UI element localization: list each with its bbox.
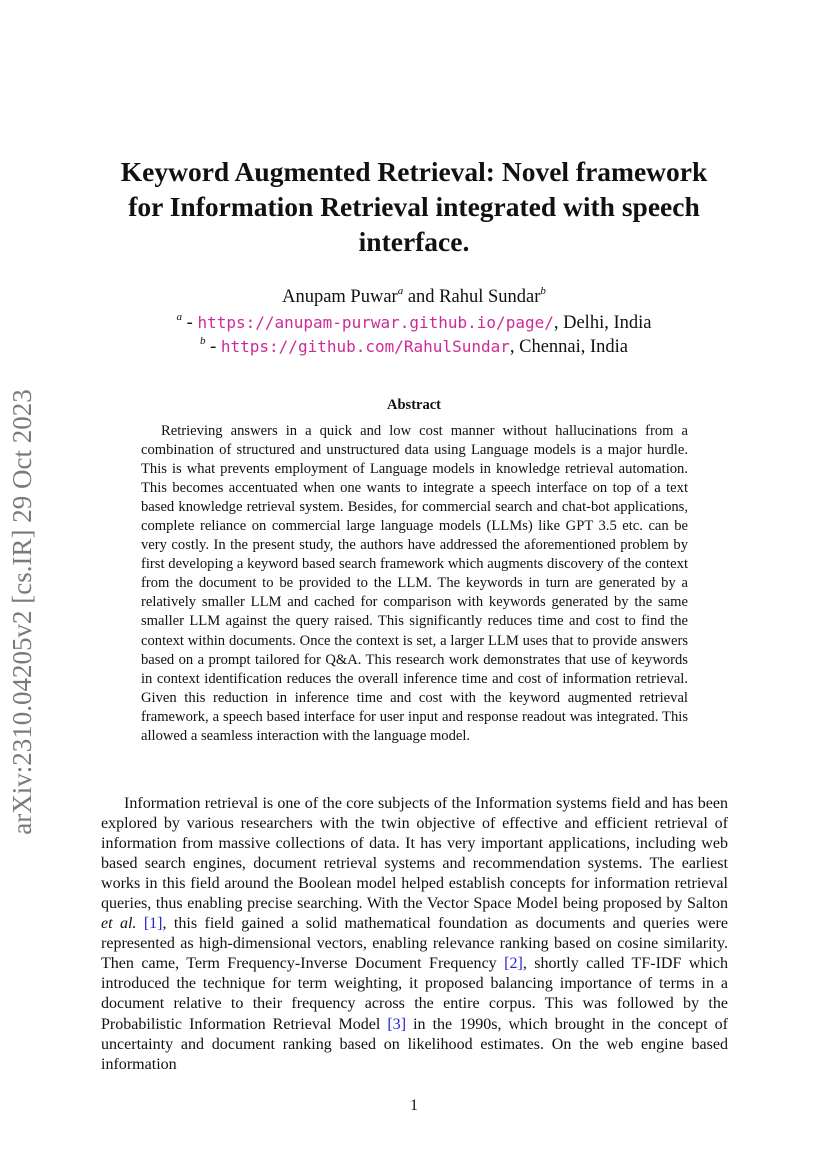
affiliation-superscript: b (199, 335, 206, 347)
author-superscript: a (397, 285, 404, 297)
paragraph-text: Information retrieval is one of the core subjects of the Information systems field and has been explored by various researchers with the twin objective of effective and efficient retrieval of information from massive collections of data. It has very important applications, including web based search engines, document retrieval systems and recommendation systems. The earliest works in this field around the Boolean model helped establish concepts for information retrieval queries, thus enabling precise searching. With the Vector Space Model being proposed by Salton (101, 795, 728, 913)
affiliation-dash: - (182, 313, 198, 333)
author-name: Anupam Puwar (282, 287, 398, 307)
affiliation-link[interactable]: https://github.com/RahulSundar (220, 337, 510, 356)
page-number: 1 (410, 1097, 418, 1114)
paragraph-text-italic: et al. (101, 915, 137, 933)
paragraph-text: in the 1990s, which brought in the concept of uncertainty and document ranking based on likelihood estimates. On the web engine based information (101, 1015, 728, 1073)
paragraph-text: , shortly called TF-IDF which introduced the technique for term weighting, it proposed balancing importance of terms in a document relative to their frequency across the entire corpus. This was followed by the Probabilistic Information Retrieval Model (101, 955, 728, 1033)
affiliation-link[interactable]: https://anupam-purwar.github.io/page/ (197, 313, 554, 332)
affiliation-line (100, 334, 728, 360)
affiliation-line (100, 310, 728, 336)
affiliation-superscript: a (176, 311, 183, 323)
paper-title: Keyword Augmented Retrieval: Novel framework for Information Retrieval integrated with speech interface. (120, 156, 708, 257)
citation-link[interactable]: [3] (387, 1015, 407, 1033)
citation-link[interactable]: [2] (504, 955, 523, 973)
citation-link[interactable]: [1] (143, 915, 163, 933)
affiliation-location: , Chennai, India (509, 337, 629, 357)
introduction-paragraph (101, 794, 728, 1075)
affiliation-location: , Delhi, India (553, 313, 652, 333)
author-superscript: b (540, 285, 546, 297)
author-name: Rahul Sundar (439, 287, 541, 307)
author-connector: and (403, 287, 440, 307)
affiliation-dash: - (205, 337, 221, 357)
author-line (100, 285, 728, 310)
paragraph-text: , this field gained a solid mathematical foundation as documents and queries were represented as high-dimensional vectors, enabling relevance ranking based on cosine similarity. Then came, Term Frequency-Inverse Document Frequency (101, 915, 728, 973)
abstract-text: Retrieving answers in a quick and low cost manner without hallucinations from a combination of structured and unstructured data using Language models is a major hurdle. This is what prevents employment of Language models in knowledge retrieval automation. This becomes accentuated when one wants to integrate a speech interface on top of a text based knowledge retrieval system. Besides, for commercial search and chat-bot applications, complete reliance on commercial large language models (LLMs) like GPT 3.5 etc. can be very costly. In the present study, the authors have addressed the aforementioned problem by first developing a keyword based search framework which augments discovery of the context from the document to be provided to the LLM. The keywords in turn are generated by a relatively smaller LLM and cached for comparison with keywords generated by the same smaller LLM against the query raised. This significantly reduces time and cost to find the context within documents. Once the context is set, a larger LLM uses that to provide answers based on a prompt tailored for Q&A. This research work demonstrates that use of keywords in context identification reduces the overall inference time and cost of information retrieval. Given this reduction in inference time and cost with the keyword augmented retrieval framework, a speech based interface for user input and response readout was integrated. This allowed a seamless interaction with the language model. (141, 423, 688, 744)
arxiv-identifier: arXiv:2310.04205v2 [cs.IR] 29 Oct 2023 (7, 389, 37, 835)
paragraph-text (136, 915, 143, 932)
abstract-heading: Abstract (387, 397, 441, 413)
